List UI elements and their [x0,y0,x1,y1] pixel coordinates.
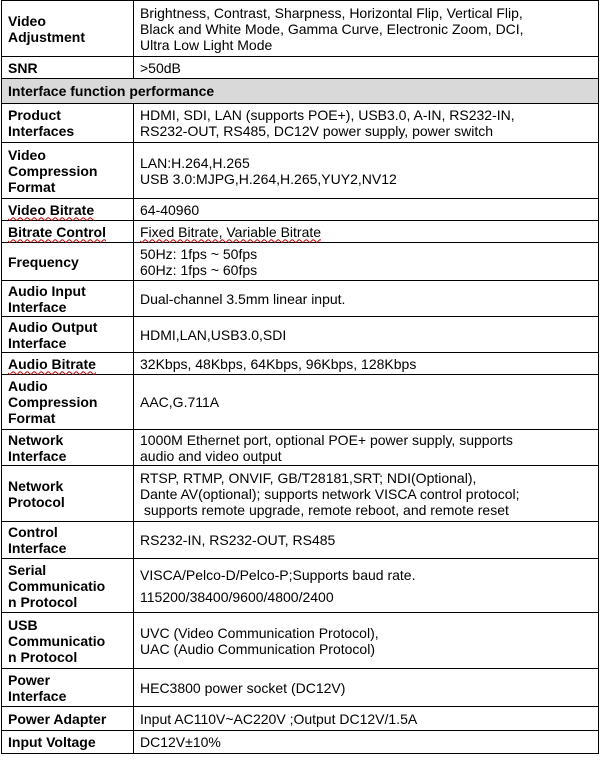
table-row-audio-compression-format [2,375,599,430]
table-row-audio-output-interface [2,317,599,353]
label-line: Interface [8,540,67,556]
table-row-video-adjustment [2,1,599,57]
row-label [2,199,134,221]
row-value: RS232-IN, RS232-OUT, RS485 [134,522,599,559]
label-line: Network [8,477,64,494]
value-line: Dante AV(optional); supports network VISCA control protocol; [140,485,520,502]
label-line: Interface [8,334,67,351]
row-label [2,430,134,466]
table-row-product-interfaces [2,104,599,143]
table-row-power-interface [2,669,599,707]
row-label: Input Voltage [2,731,134,754]
table-row-input-voltage [2,731,599,754]
label-line: Adjustment [8,28,85,45]
table-row-network-protocol [2,466,599,522]
row-value [134,104,599,143]
table-row-video-compression-format [2,143,599,199]
row-label [2,281,134,317]
row-value [134,613,599,669]
row-value [134,466,599,522]
row-value: HDMI,LAN,USB3.0,SDI [134,317,599,353]
label-line: Video [8,12,46,29]
label-text: Audio Bitrate [8,355,96,372]
label-line: Audio [8,378,48,394]
row-label [2,104,134,143]
table-row-video-bitrate [2,199,599,221]
row-value: 64-40960 [134,199,599,221]
table-row-snr [2,57,599,79]
label-line: Video [8,146,46,163]
row-label [2,143,134,199]
value-line: supports remote upgrade, remote reboot, and remote reset [140,501,509,518]
row-label [2,317,134,353]
label-line: Power [8,671,51,688]
row-value [134,1,599,57]
spec-table [1,0,599,754]
value-line: 60Hz: 1fps ~ 60fps [140,261,258,278]
value-line: Black and White Mode, Gamma Curve, Electronic Zoom, DCI, [140,20,524,37]
value-line: UAC (Audio Communication Protocol) [140,640,375,657]
label-line: Format [8,410,56,426]
label-text: Bitrate Control [8,223,106,240]
value-line: 50Hz: 1fps ~ 50fps [140,245,258,262]
row-label [2,669,134,707]
label-line: Control [8,524,58,540]
row-label [2,1,134,57]
section-header-row [2,79,599,104]
table-row-serial-communication-protocol [2,559,599,613]
label-line: n Protocol [8,593,78,610]
row-label: SNR [2,57,134,79]
row-label [2,375,134,430]
label-line: Compression [8,162,98,179]
row-label [2,522,134,559]
label-line: Format [8,178,56,195]
label-line: Communicatio [8,632,106,649]
row-value [134,430,599,466]
label-line: n Protocol [8,648,78,665]
value-line: USB 3.0:MJPG,H.264,H.265,YUY2,NV12 [140,170,397,187]
row-label [2,221,134,243]
row-value: AAC,G.711A [134,375,599,430]
label-line: Product [8,107,61,123]
label-line: Serial [8,561,47,578]
value-line: LAN:H.264,H.265 [140,154,250,171]
section-title: Interface function performance [2,79,599,104]
row-value [134,143,599,199]
row-label: Power Adapter [2,707,134,731]
row-label [2,559,134,613]
table-row-control-interface [2,522,599,559]
value-line: RS232-OUT, RS485, DC12V power supply, power switch [140,123,494,139]
label-line: Interface [8,298,67,315]
label-line: Interface [8,687,67,704]
label-line: Audio Input [8,282,86,299]
value-line: audio and video output [140,447,282,464]
label-line: USB [8,616,38,633]
table-row-frequency [2,243,599,281]
value-line: RTSP, RTMP, ONVIF, GB/T28181,SRT; NDI(Optional), [140,469,477,486]
label-line: Communicatio [8,577,106,594]
row-label [2,466,134,522]
value-line: VISCA/Pelco-D/Pelco-P;Supports baud rate. [140,566,416,583]
label-line: Compression [8,394,98,410]
row-label: Frequency [2,243,134,281]
row-value: Input AC110V~AC220V ;Output DC12V/1.5A [134,707,599,731]
label-line: Interface [8,447,67,464]
value-line: UVC (Video Communication Protocol), [140,624,379,641]
row-value: 32Kbps, 48Kbps, 64Kbps, 96Kbps, 128Kbps [134,353,599,375]
table-row-audio-bitrate [2,353,599,375]
row-value [134,243,599,281]
value-line: 115200/38400/9600/4800/2400 [140,588,334,605]
table-row-network-interface [2,430,599,466]
row-value [134,221,599,243]
label-text: Video Bitrate [8,201,95,218]
row-value: HEC3800 power socket (DC12V) [134,669,599,707]
row-value: >50dB [134,57,599,79]
row-value: DC12V±10% [134,731,599,754]
value-line: Brightness, Contrast, Sharpness, Horizontal Flip, Vertical Flip, [140,4,523,21]
value-text: Fixed Bitrate, Variable Bitrate [140,223,322,240]
row-value [134,559,599,613]
label-line: Interfaces [8,123,75,139]
label-line: Audio Output [8,318,98,335]
table-row-usb-communication-protocol [2,613,599,669]
value-line: HDMI, SDI, LAN (supports POE+), USB3.0, A-IN, RS232-IN, [140,107,515,123]
table-row-power-adapter [2,707,599,731]
label-line: Network [8,431,64,448]
value-line: 1000M Ethernet port, optional POE+ power supply, supports [140,431,513,448]
row-label [2,353,134,375]
value-line: Ultra Low Light Mode [140,36,273,53]
table-row-audio-input-interface [2,281,599,317]
row-label [2,613,134,669]
row-value: Dual-channel 3.5mm linear input. [134,281,599,317]
label-line: Protocol [8,493,65,510]
table-row-bitrate-control [2,221,599,243]
